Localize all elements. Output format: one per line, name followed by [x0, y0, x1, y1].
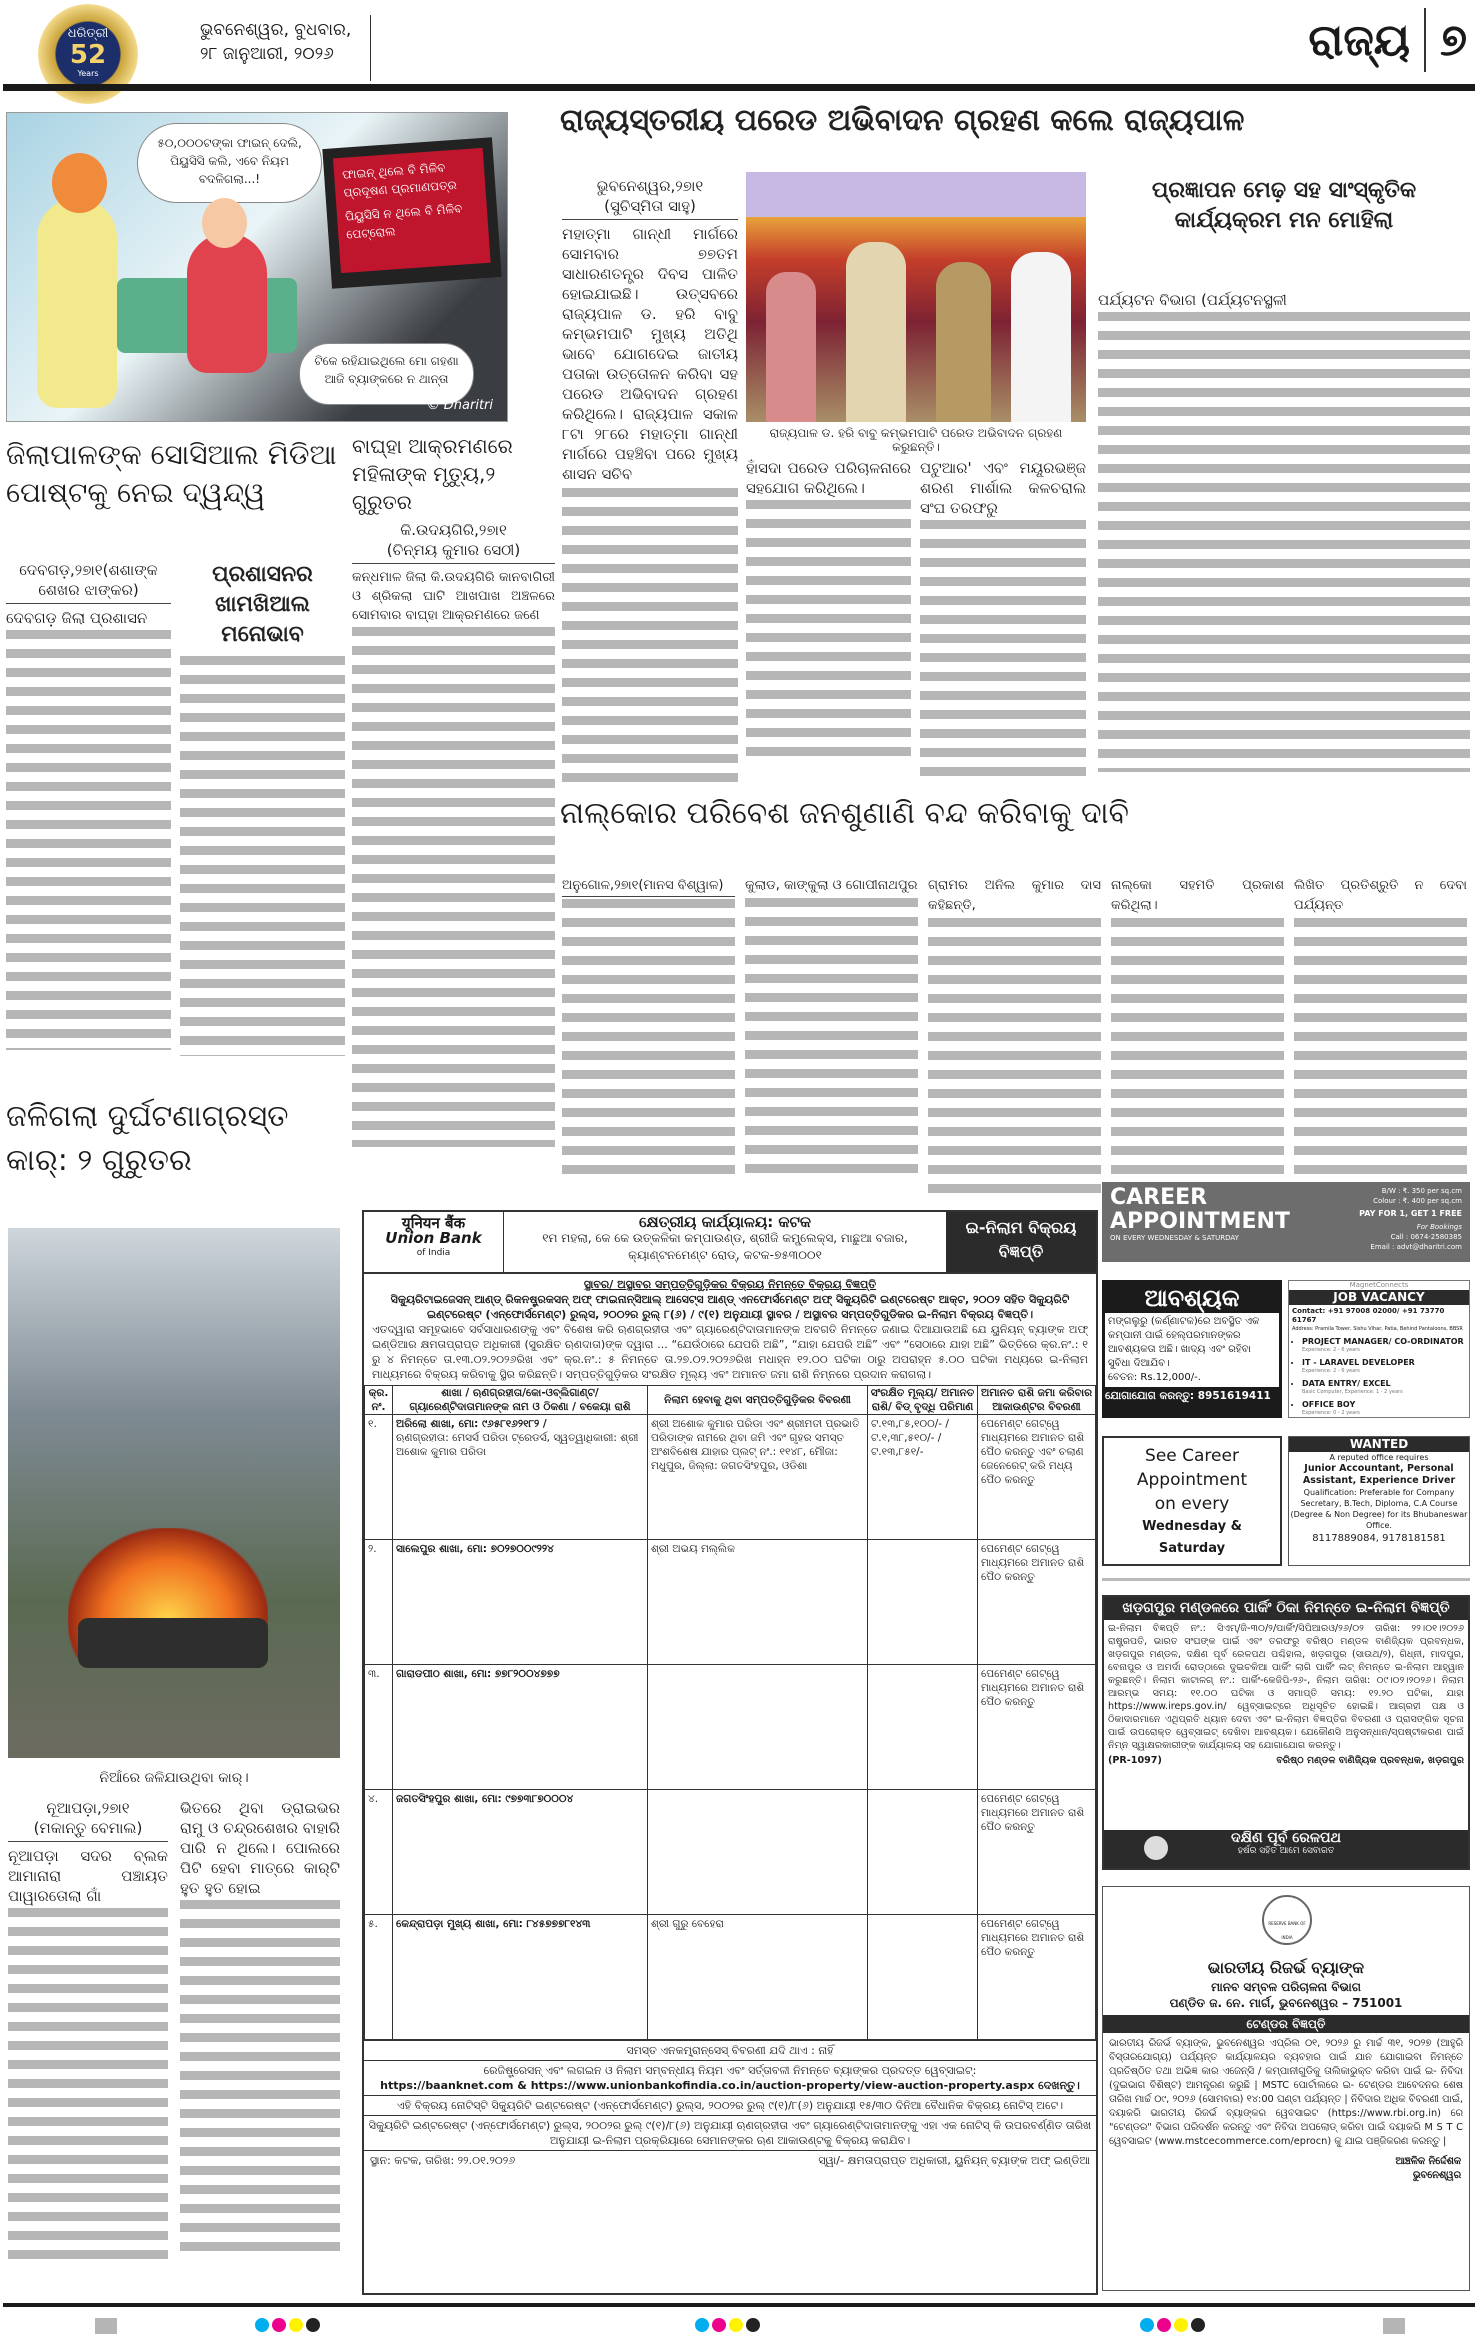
dateline: କି.ଉଦୟଗିରି,୨୭ା୧: [400, 521, 507, 539]
phones: 8117889084, 9178181581: [1312, 1533, 1446, 1544]
article-text: ହାଁସଦା ପରେଡ ପରିଚାଳନାରେ ସହଯୋଗ କରିଥିଲେ।: [746, 459, 911, 497]
place-date: ସ୍ଥାନ: କଟକ, ତାରିଖ: ୨୨.୦୧.୨୦୨୬: [370, 2154, 516, 2167]
deposit-account: ପେମେଣ୍ଟ ଗେଟ୍‌ୱେ ମାଧ୍ୟମରେ ଅମାନତ ରାଶି ପୈଠ କରନ୍ତୁ: [978, 1540, 1096, 1665]
nalco-columns: [562, 876, 1467, 1198]
ad-line: Appointment: [1136, 1470, 1248, 1490]
article-text: ଭିତରେ ଥିବା ଡ୍ରାଇଭର ରାମୁ ଓ ଚନ୍ଦ୍ରଶେଖର ବାହାରି ପାରି ନ ଥିଲେ। ପୋଲରେ ପିଟି ହେବା ମାତ୍ରେ କାର୍‌ଟି ହୁତ ହୁତ ହୋଇ: [180, 1799, 340, 1897]
job-item: [1302, 1358, 1466, 1376]
rbi-seal-icon: [1262, 1895, 1312, 1945]
deposit-account: ପେମେଣ୍ଟ ଗେଟ୍‌ୱେ ମାଧ୍ୟମରେ ଅମାନତ ରାଶି ପୈଠ କରନ୍ତୁ: [978, 1665, 1096, 1790]
section-title: ରାଜ୍ୟ: [1308, 14, 1411, 66]
article-text: ଲିଖିତ ପ୍ରତିଶ୍ରୁତି ନ ଦେବା ପର୍ଯ୍ୟନ୍ତ: [1294, 878, 1467, 913]
tv-line: ଫାଇନ୍ ଥିଲେ ବି ମିଳିବ ପ୍ରଦୂଷଣ ପ୍ରମାଣପତ୍ର: [341, 160, 458, 200]
tv-text: [333, 148, 491, 273]
car-fire-photo: [8, 1228, 340, 1758]
photo-caption: ରାଜ୍ୟପାଳ ଡ. ହରି ବାବୁ କମ୍ଭମପାଟି ପରେଡ ଅଭିବାଦନ ଗ୍ରହଣ କରୁଛନ୍ତି।: [769, 426, 1063, 454]
intro-text: ଏତଦ୍ୱାରା ସମୂହଭାବେ ସର୍ବସାଧାରଣଙ୍କୁ ଏବଂ ବିଶେଷ କରି ଋଣଗ୍ରହୀତା ଏବଂ ଗ୍ୟାରେଣ୍ଟିଦାତାମାନଙ୍କ ଅବଗତି ନିମନ୍ତେ ଜଣାଇ ଦିଆଯାଉଅଛି ଯେ ୟୁନିୟନ୍ ବ୍ୟାଙ୍କ ଅଫ୍ ଇଣ୍ଡିଆର କ୍ଷମତାପ୍ରାପ୍ତ ଅଧିକାରୀ (ସୁରକ୍ଷିତ ଋଣଦାତା)ଙ୍କ ଦ୍ୱାରା ... “ଯେଉଁଠାରେ ଯେପରି ଅଛି”, “ଯାହା ଯେପରି ଅଛି” ଏବଂ “ସେଠାରେ ଯାହା ଅଛି” ଭିତ୍ତିରେ କ୍ର.ନଂ.: ୧ ରୁ ୪ ନିମନ୍ତେ ତା.୧୩.୦୨.୨୦୨୬ରିଖ ଏବଂ କ୍ର.ନଂ.: ୫ ନିମନ୍ତେ ତା.୨୭.୦୨.୨୦୨୬ରିଖ ମଧାହ୍ନ ୧୨.୦୦ ଘଟିକା ଠାରୁ ଅପରାହ୍ନ ୫.୦୦ ଘଟିକା ମଧ୍ୟରେ ଇ-ନିଲାମ ମାଧ୍ୟମରେ ବିକ୍ରୟ କରିବାକୁ ସ୍ଥିର କରିଛନ୍ତି। ସମ୍ପତ୍ତିଗୁଡ଼ିକର ସଂରକ୍ଷିତ ମୂଲ୍ୟ ଏବଂ ଅମାନତ ଜମା ରାଶି ନିମ୍ନରେ ପ୍ରଦାନ କରାଗଲା।: [372, 1323, 1088, 1381]
speech-bubble-man: ୫୦,୦୦୦ଟଙ୍କା ଫାଇନ୍ ଦେଲି, ପିୟୁସିସି କଲି, ଏବେ ନିୟମ ବଦଳିଗଲା...!: [137, 123, 322, 203]
car-headline: ଜଳିଗଲା ଦୁର୍ଘଟଣାଗ୍ରସ୍ତ କାର୍: ୨ ଗୁରୁତର: [6, 1099, 289, 1178]
dateline: ଅନୁଗୋଳ,୨୭ା୧(ମାନସ ବିଶ୍ୱାଳ): [562, 876, 735, 897]
side-headline: ପ୍ରଜ୍ଞାପନ ମେଢ଼ ସହ ସାଂସ୍କୃତିକ କାର୍ଯ୍ୟକ୍ରମ ମନ ମୋହିଲା: [1151, 178, 1417, 233]
logo-years-label: Years: [77, 69, 99, 78]
person-figure: [766, 272, 816, 422]
governor-figure: [846, 242, 906, 422]
table-row: [365, 1915, 1096, 2040]
logo-name: ଧରିତ୍ରୀ: [67, 26, 109, 41]
article-text-lines: [352, 627, 555, 1147]
brand: MagnetConnects: [1349, 1281, 1409, 1289]
ad-subtitle: ସ୍ଥାବର/ ଅସ୍ଥାବର ସମ୍ପତ୍ତିଗୁଡ଼ିକର ବିକ୍ରୟ ନିମନ୍ତେ ବିକ୍ରୟ ବିଜ୍ଞପ୍ତି: [583, 1278, 877, 1291]
wanted-ad: [1288, 1436, 1470, 1566]
tender-banner: ଟେଣ୍ଡର ବିଜ୍ଞପ୍ତି: [1103, 2015, 1469, 2033]
job-role: • OFFICE BOY: [1302, 1400, 1356, 1409]
roles: Junior Accountant, Personal Assistant, Experience Driver: [1302, 1463, 1456, 1486]
salary: ବେତନ: Rs.12,000/-.: [1108, 1372, 1201, 1383]
article-text: ପଟୁଆର' ଏବଂ ମୟୂରଭଞ୍ଜ ଶରଣ ମାର୍ଶାଲ କଳଚରାଲ ସଂଘ ତରଫରୁ: [920, 459, 1086, 517]
ad-body: ଇ-ନିଲାମ ବିଜ୍ଞପ୍ତି ନଂ.: ସିଏମ୍/ଜି-୩୦/୨/ପାର୍କିଂ/ସିପିଆରଓ/୨୬/୦୨ ତାରିଖ: ୨୨।୦୧।୨୦୨୬ ରାଷ୍ଟ୍ରପତି, ଭାରତ ସଂଘଙ୍କ ପାଇଁ ଏବଂ ତରଫରୁ ବରିଷ୍ଠ ମଣ୍ଡଳ ବାଣିଜ୍ୟିକ ପ୍ରବନ୍ଧକ, ଖଡ଼ଗପୁର ମଣ୍ଡଳ, ଦକ୍ଷିଣ ପୂର୍ବ ରେଳପଥ ପଶ୍ଚିହାଲ, ଖଡ଼ଗପୁର (ସାଉଥ/୨), ଗିଧ୍‌ନୀ, ମାଦପୁର, ବେନାପୁର ଓ ଅମର୍ଦା ରୋଡ୍‌ଠାରେ ଦୁଇଚକିଆ ପାର୍କିଂ ଲାଗି ପାର୍କିଂ ଲଟ୍ ନିମନ୍ତେ ଇ-ନିଲାମ ଆହ୍ୱାନ କରୁଛନ୍ତି। ନିଲାମ କାଟାଳଗ୍ ନଂ.: ପାର୍କିଂ-କେଜିପି-୨୬-, ନିଲାମ ତାରିଖ: ୦୯।୦୨।୨୦୨୬। ନିଲାମ ଆରମ୍ଭ ସମୟ: ୧୧.୦୦ ଘଟିକା ଓ ସମାପ୍ତି ସମୟ: ୧୨.୨୦ ଘଟିକା, ଯାହା https://www.ireps.gov.in/ ୱେବ୍‌ସାଇଟ୍‌ରେ ଅଧିସୂଚିତ ହୋଇଛି। ଆଗ୍ରହୀ ପକ୍ଷ ଓ ଠିକାଦାରମାନେ ଏଥିପ୍ରତି ଧ୍ୟାନ ଦେବା ଏବଂ ଇ-ନିଲାମ ବିଜ୍ଞପ୍ତିର ବିବରଣୀ ଓ ପ୍ରାସଙ୍ଗିକ ସୂଚନା ପାଇଁ ଉପରୋକ୍ତ ୱେବ୍‌ସାଇଟ୍ ଦେଖିବା ଆବଶ୍ୟକ। ଯେକୌଣସି ଅନୁସନ୍ଧାନ/ସ୍ପଷ୍ଟୀକରଣ ପାଇଁ ନିମ୍ନ ସ୍ୱାକ୍ଷରକାରୀଙ୍କ କାର୍ଯ୍ୟାଳୟ ସହ ଯୋଗାଯୋଗ କରନ୍ତୁ।: [1108, 1623, 1464, 1751]
table-row: [365, 1790, 1096, 1915]
copyright: © Dharitri: [426, 398, 493, 413]
address: Address: Pramila Tower, Sishu Vihar, Patia, Behind Pantaloons, BBSR: [1292, 1326, 1463, 1332]
rbi-tender-ad: [1102, 1886, 1470, 2291]
contact: ଯୋଗାଯୋଗ କରନ୍ତୁ: 8951619411: [1105, 1390, 1271, 1402]
office-address: ୧ମ ମହଲା, କେ କେ ଉତ୍କଳିକା କମ୍ପାଉଣ୍ଡ, ଶ୍ରୀଜି କମ୍ପ୍ଲେକ୍ସ, ମାଛୁଆ ବଜାର, କ୍ୟାଣ୍ଟନମେଣ୍ଟ ରୋଡ୍, କଟକ-୭୫୩୦୦୧: [542, 1231, 908, 1262]
main-headline: ରାଜ୍ୟସ୍ତରୀୟ ପରେଡ ଅଭିବାଦନ ଗ୍ରହଣ କଲେ ରାଜ୍ୟପାଳ: [560, 103, 1245, 138]
act-text: ସିକ୍ୟୁରିଟାଇଜେସନ୍ ଆଣ୍ଡ୍ ରିକନଷ୍ଟ୍ରକସନ୍ ଅଫ୍ ଫାଇନାନ୍ସିଆଲ୍ ଆସେଟ୍ସ ଆଣ୍ଡ୍ ଏନଫୋର୍ସମେଣ୍ଟ ଅଫ୍ ସିକ୍ୟୁରିଟି ଇଣ୍ଟରେଷ୍ଟ ଆକ୍ଟ, ୨୦୦୨ ସହିତ ସିକ୍ୟୁରିଟି ଇଣ୍ଟରେଷ୍ଟ (ଏନ୍‌ଫୋର୍ସମେଣ୍ଟ) ରୁଲ୍ସ, ୨୦୦୨ର ରୁଲ୍ ୮(୬) / ୯(୧) ଅନୁଯାୟୀ ସ୍ଥାବର / ଅସ୍ଥାବର ସମ୍ପତ୍ତିଗୁଡିକର ଇ-ନିଲାମ ବିକ୍ରୟ ବିଜ୍ଞପ୍ତି।: [390, 1293, 1070, 1321]
encumbrance: ସମସ୍ତ ଏନକମ୍ବ୍ରାନ୍ସେସ୍ ବିବରଣୀ ଯଦି ଥାଏ : ନାହିଁ: [364, 2040, 1096, 2060]
reserve-price: ଟ.୧୩,୮୫,୧୦୦/- / ଟ.୧,୩୮,୫୧୦/- / ଟ.୧୩,୮୫୧/-: [868, 1415, 978, 1540]
table-row: [365, 1415, 1096, 1540]
table-header: ଅମାନତ ରାଶି ଜମା କରିବାର ଆକାଉଣ୍ଟର ବିବରଣୀ: [978, 1386, 1096, 1415]
branch: [393, 1665, 648, 1790]
branch-name: କେନ୍ଦ୍ରାପଡ଼ା ମୁଖ୍ୟ ଶାଖା, ମୋ: ୮୪୫୭୭୭୮୧୪୩: [396, 1918, 591, 1930]
auction-badge: ଇ-ନିଲାମ ବିକ୍ରୟ ବିଜ୍ଞପ୍ତି: [946, 1212, 1096, 1272]
deposit-account: ପେମେଣ୍ଟ ଗେଟ୍‌ୱେ ମାଧ୍ୟମରେ ଅମାନତ ରାଶି ପୈଠ କରନ୍ତୁ ଏବଂ ଚଲାଣ ଜେନେରେଟ୍ କରି ମଧ୍ୟ ପୈଠ କରନ୍ତୁ: [978, 1415, 1096, 1540]
reserve-price: [868, 1915, 978, 2040]
job-item: [1302, 1379, 1466, 1397]
dateline: ଭୁବନେଶ୍ୱର,୨୭ା୧: [596, 177, 704, 195]
dateline: ଦେବଗଡ଼,୨୭ା୧(ଶଶାଙ୍କ: [19, 561, 158, 579]
cmyk-mark: [1140, 2318, 1205, 2332]
job-experience: Experience: 2 - 6 years: [1302, 1347, 1360, 1353]
collector-headline: ଜିଲାପାଳଙ୍କ ସୋସିଆଲ ମିଡିଆ ପୋଷ୍ଟକୁ ନେଇ ଦ୍ୱନ୍ଦ୍ୱ: [6, 438, 337, 509]
email: Email : advt@dharitri.com: [1370, 1243, 1462, 1251]
reporter: (ଚିନ୍ମୟ କୁମାର ସେଠୀ): [386, 541, 521, 559]
nalco-headline: ନାଲ୍କୋର ପରିବେଶ ଜନଶୁଣାଣି ବନ୍ଦ କରିବାକୁ ଦାବି: [560, 796, 1129, 831]
article-text-lines: [920, 520, 1086, 780]
city: ଭୁବନେଶ୍ୱର: [1412, 2170, 1461, 2181]
job-item: [1302, 1400, 1466, 1418]
reporter: (ମକାନ୍ତୁ ବେମାଲ): [33, 1819, 143, 1837]
branch-name: ଗାରାଡପୀଠ ଶାଖା, ମୋ: ୭୭୮୨୦୦୪୭୭୭: [396, 1668, 560, 1680]
org-name: ଦକ୍ଷିଣ ପୂର୍ବ ରେଳପଥ: [1231, 1830, 1341, 1846]
naval-officer-figure: [1011, 252, 1071, 422]
tv-screen: [322, 137, 501, 289]
see-career-ad: [1102, 1436, 1282, 1566]
logo-sub: of India: [416, 1248, 451, 1258]
branch-name: ଜଗତସିଂହପୁର ଶାଖା, ମୋ: ୯୭୭୩୮୭୦୦୦୪: [396, 1793, 574, 1805]
row-number: ୪.: [365, 1790, 393, 1915]
speech-bubble-woman: ଟିକେ ରହିଯାଇଥିଲେ ମୋ ଗହଣା ଆଜି ବ୍ୟାଙ୍କରେ ନ ଥାନ୍ତା: [299, 343, 474, 405]
article-text-lines: [562, 899, 735, 1179]
article-text: କୁଲାଡ, କାଙ୍କୁଲା ଓ ଗୋପୀନାଥପୁର: [745, 878, 918, 893]
cmyk-mark: [255, 2318, 320, 2332]
aabashyak-ad: [1102, 1280, 1282, 1418]
career-tagline: ON EVERY WEDNESDAY & SATURDAY: [1110, 1234, 1239, 1242]
property-details: [648, 1665, 868, 1790]
table-header: ଶାଖା / ଋଣଗ୍ରହୀତା/କୋ-ଓବ୍ଲିଗାଣ୍ଟ/ ଗ୍ୟାରେଣ୍ଟିଦାତାମାନଙ୍କ ନାମ ଓ ଠିକଣା / ବକେୟା ରାଶି: [393, 1386, 648, 1415]
branch: [393, 1415, 648, 1540]
dateline: ନୂଆପଡ଼ା,୨୭ା୧: [46, 1799, 130, 1817]
branch: [393, 1915, 648, 2040]
reserve-price: [868, 1540, 978, 1665]
article-text-lines: [1111, 918, 1284, 1198]
reserve-price: [868, 1790, 978, 1915]
article-text-lines: [1294, 918, 1467, 1198]
ad-intro: A reputed office requires: [1329, 1453, 1429, 1462]
dateline-block: [200, 18, 365, 66]
ad-line: on every: [1154, 1494, 1230, 1514]
union-bank-auction-ad: [362, 1210, 1098, 2295]
job-experience: Basic Computer, Experience: 1 - 2 years: [1302, 1389, 1403, 1395]
article-text-lines: [6, 630, 171, 1050]
man-figure: [37, 198, 117, 408]
pull-quote: ପ୍ରଶାସନର ଖାମଖିଆଲ ମନୋଭାବ: [212, 562, 313, 647]
tv-line: ପିୟୁସିସି ନ ଥିଲେ ବି ମିଳିବ ପେଟ୍ରୋଲ: [344, 201, 463, 242]
career-appointment-banner: [1102, 1182, 1470, 1262]
logo-hindi: यूनियन बैंक: [401, 1214, 466, 1232]
article-text: ନାଲ୍କୋ ସହମତି ପ୍ରକାଶ କରିଥିଲା।: [1111, 878, 1284, 913]
career-title: APPOINTMENT: [1110, 1209, 1290, 1234]
byline: [562, 176, 738, 220]
website-label: ରେଜିଷ୍ଟ୍ରେସନ୍ ଏବଂ ଲଗଇନ ଓ ନିଲାମ ସମ୍ବନ୍ଧୀୟ ନିୟମ ଏବଂ ସର୍ତ୍ତାବଳୀ ନିମନ୍ତେ ବ୍ୟାଙ୍କର ପ୍ରଦତ୍ତ ୱେବ୍‌ସାଇଟ୍:: [483, 2064, 977, 2077]
logo-en: Union Bank: [385, 1229, 482, 1247]
burning-car: [78, 1618, 268, 1668]
seal-text: RESERVE BANK OF INDIA: [1268, 1921, 1306, 1940]
logo-years: 52: [69, 40, 107, 70]
article-text-lines: [562, 488, 738, 788]
job-role: • PROJECT MANAGER/ CO-ORDINATOR: [1302, 1337, 1464, 1346]
ad-title: ଖଡ଼ଗପୁର ମଣ୍ଡଳରେ ପାର୍କିଂ ଠିକା ନିମନ୍ତେ ଇ-ନିଲାମ ବିଜ୍ଞପ୍ତି: [1104, 1597, 1468, 1620]
property-details: ଶ୍ରୀ ଗୁରୁ ବେହେରା: [648, 1915, 868, 2040]
deposit-account: ପେମେଣ୍ଟ ଗେଟ୍‌ୱେ ମାଧ୍ୟମରେ ଅମାନତ ରାଶି ପୈଠ କରନ୍ତୁ: [978, 1790, 1096, 1915]
table-header: ସଂରକ୍ଷିତ ମୂଲ୍ୟ/ ଅମାନତ ରାଶି/ ବିଡ୍ ବୃଦ୍ଧି ପରିମାଣ: [868, 1386, 978, 1415]
article-text-lines: [746, 500, 911, 760]
registration-mark: [1383, 2318, 1405, 2334]
pr-number: (PR-1097): [1108, 1755, 1162, 1766]
job-experience: Experience: 2 - 6 years: [1302, 1368, 1360, 1374]
cartoon: [6, 112, 508, 422]
table-row: [365, 1665, 1096, 1790]
article-text: ଦେବଗଡ଼ ଜିଲା ପ୍ରଶାସନ: [6, 609, 148, 627]
signatory: ଆଞ୍ଚଳିକ ନିର୍ଦ୍ଦେଶକ: [1395, 2156, 1461, 2167]
article-text: ପର୍ଯ୍ୟଟନ ବିଭାଗ (ପର୍ଯ୍ୟଟନସ୍ଥଳୀ: [1098, 291, 1287, 309]
table-row: [365, 1540, 1096, 1665]
row-number: ୫.: [365, 1915, 393, 2040]
rate: B/W : ₹. 350 per sq.cm: [1381, 1187, 1462, 1195]
website-link[interactable]: https://baanknet.com & https://www.unionbankofindia.co.in/auction-property/view-auction-property.aspx ଦେଖନ୍ତୁ।: [380, 2079, 1080, 2092]
officer-figure: [936, 262, 991, 422]
article-text: ନୂଆପଡ଼ା ସଦର ବ୍ଲକ ଆମାନାରା ପଞ୍ଚାୟତ ପାୱାରତୋଲା ଗାଁ: [8, 1847, 168, 1905]
table-header: ନିଲାମ ହେବାକୁ ଥିବା ସମ୍ପତ୍ତିଗୁଡ଼ିକର ବିବରଣୀ: [648, 1386, 868, 1415]
reserve-price: [868, 1665, 978, 1790]
photo-caption: ନିଆଁରେ ଜଳିଯାଉଥିବା କାର୍।: [99, 1770, 249, 1786]
ad-title: ଆବଶ୍ୟକ: [1144, 1284, 1240, 1312]
notice-text: ସିକ୍ୟୁରିଟି ଇଣ୍ଟରେଷ୍ଟ (ଏନ୍‌ଫୋର୍ସମେଣ୍ଟ) ରୁଲ୍ସ, ୨୦୦୨ର ରୁଲ୍ ୯(୧)/୮(୬) ଅନୁଯାୟୀ ଋଣଗ୍ରହୀତା ଏବଂ ଗ୍ୟାରେଣ୍ଟିଦାତାମାନଙ୍କୁ ଏହା ଏକ ନୋଟିସ୍ କି ଉପରବର୍ଣ୍ଣିତ ତାରିଖ ଅନୁଯାୟୀ ଇ-ନିଲାମ ପ୍ରକ୍ରିୟାରେ ସେମାନଙ୍କର ଋଣ ଆକାଉଣ୍ଟକୁ ବିକ୍ରୟ କରାଯିବ।: [364, 2115, 1096, 2150]
property-details: [648, 1790, 868, 1915]
auction-table: [364, 1385, 1096, 2040]
divider: [1102, 1578, 1470, 1581]
deposit-account: ପେମେଣ୍ଟ ଗେଟ୍‌ୱେ ମାଧ୍ୟମରେ ଅମାନତ ରାଶି ପୈଠ କରନ୍ତୁ: [978, 1915, 1096, 2040]
article-text: ଗ୍ରାମର ଅନିଲ କୁମାର ଦାସ କହିଛନ୍ତି,: [928, 878, 1101, 913]
career-title: CAREER: [1110, 1185, 1208, 1210]
woman-figure: [187, 233, 267, 373]
phone: Call : 0674-2580385: [1390, 1233, 1462, 1241]
article-text-lines: [8, 1908, 168, 2268]
branch: [393, 1790, 648, 1915]
article-text-lines: [180, 656, 345, 1056]
article-text-lines: [928, 918, 1101, 1198]
notice-text: ଏହି ବିକ୍ରୟ ନୋଟିସ୍‌ଟି ସିକ୍ୟୁରିଟି ଇଣ୍ଟରେଷ୍ଟ (ଏନ୍‌ଫୋର୍ସମେଣ୍ଟ) ରୁଲ୍ସ, ୨୦୦୨ର ରୁଲ୍ ୯(୧)/୮(୬) ଅନୁଯାୟୀ ୧୫/୩୦ ଦିନିଆ ବୈଧାନିକ ବିକ୍ରୟ ନୋଟିସ୍ ଅଟେ।: [364, 2095, 1096, 2115]
job-item: [1302, 1337, 1466, 1355]
offer: PAY FOR 1, GET 1 FREE: [1359, 1209, 1462, 1218]
railway-emblem-icon: [1144, 1836, 1168, 1860]
table-header: କ୍ର. ନଂ.: [365, 1386, 393, 1415]
ad-title: WANTED: [1289, 1437, 1469, 1452]
branch-name: ଅରିଲୋ ଶାଖା, ମୋ: ୯୬୫୮୧୬୨୧୮୨ /: [396, 1418, 547, 1430]
article-text-lines: [1098, 312, 1470, 772]
branch-name: ସାଲେପୁର ଶାଖା, ମୋ: ୭୦୨୭୦୦୯୨୨୪: [396, 1543, 554, 1555]
signature: ସ୍ୱା/- କ୍ଷମତାପ୍ରାପ୍ତ ଅଧିକାରୀ, ୟୁନିୟନ୍ ବ୍ୟାଙ୍କ ଅଫ୍ ଇଣ୍ଡିଆ: [818, 2154, 1090, 2167]
row-number: ୩.: [365, 1665, 393, 1790]
department: ମାନବ ସମ୍ବଳ ପରିଚାଳନା ବିଭାଗ: [1211, 1980, 1361, 1994]
row-number: ୧.: [365, 1415, 393, 1540]
divider: [370, 15, 371, 81]
property-details: ଶ୍ରୀ ଅଭୟ ମଲ୍ଲିକ: [648, 1540, 868, 1665]
job-role: • IT - LARAVEL DEVELOPER: [1302, 1358, 1415, 1367]
ad-body: ମଙ୍ଗଲୁରୁ (କର୍ଣ୍ଣାଟକ)ରେ ଅବସ୍ଥିତ ଏକ କମ୍ପାନୀ ପାଇଁ ହେଲ୍ପରମାନଙ୍କର ଆବଶ୍ୟକତା ଅଛି। ଖାଦ୍ୟ ଏବଂ ରହିବା ସୁବିଧା ଦିଆଯିବ।: [1108, 1316, 1260, 1369]
org-name: ଭାରତୀୟ ରିଜର୍ଭ ବ୍ୟାଙ୍କ: [1207, 1958, 1365, 1977]
reporter: (ସୁଚିସ୍ମିତା ସାହୁ): [604, 197, 696, 215]
union-bank-logo: [364, 1212, 504, 1272]
ad-line: Wednesday & Saturday: [1142, 1519, 1242, 1556]
reporter: ଶେଖର ଝାଙ୍କର): [38, 581, 139, 599]
rate: Colour : ₹. 400 per sq.cm: [1373, 1197, 1462, 1205]
registration-mark: [95, 2318, 117, 2334]
divider: [1424, 8, 1426, 72]
contact: Contact: +91 97008 02000/ +91 73770 61767: [1292, 1307, 1445, 1324]
man-head: [52, 153, 107, 213]
cmyk-mark: [695, 2318, 760, 2332]
job-experience: Experience: 0 - 2 years: [1302, 1410, 1360, 1416]
elephant-headline: ବାଘ୍ହା ଆକ୍ରମଣରେ ମହିଳାଙ୍କ ମୃତ୍ୟୁ,୨ ଗୁରୁତର: [352, 434, 513, 514]
ad-title: JOB VACANCY: [1289, 1290, 1469, 1305]
article-text: କନ୍ଧମାଳ ଜିଲା କି.ଉଦୟଗିରି କାନବାଗିରୀ ଓ ଶ୍ରିକଲା ଘାଟି ଆଖପାଖ ଅଞ୍ଚଳରେ ସୋମବାର ବାଘ୍ହା ଆକ୍ରମଣରେ ଜଣେ: [352, 570, 555, 623]
woman-head: [202, 198, 247, 248]
branch: [393, 1540, 648, 1665]
issue-date: ୨୮ ଜାନୁଆରୀ, ୨୦୨୬: [200, 44, 334, 64]
borrower: ଋଣଗ୍ରହୀତା: ମେସର୍ସ ପରିଡା ଟ୍ରେଡର୍ସ, ସ୍ୱତ୍ୱାଧିକାରୀ: ଶ୍ରୀ ଅଶୋକ କୁମାର ପରିଡା: [396, 1432, 639, 1458]
footer-rule: [3, 2303, 1475, 2307]
page-number: ୭: [1440, 14, 1467, 66]
property-details: ଶ୍ରୀ ଅଶୋକ କୁମାର ପରିଡା ଏବଂ ଶ୍ରୀମତୀ ପ୍ରଭାତି ପରିଡାଙ୍କ ନାମରେ ଥିବା ଜମି ଏବଂ ଗୃହର ସମସ୍ତ ଅଂଶବିଶେଷ ଯାହାର ପ୍ଲଟ୍ ନଂ.: ୧୧୪୮, ମୌଜା: ମଧୁପୁର, ଜିଲ୍ଲା: ଜଗତସିଂହପୁର, ଓଡିଶା: [648, 1415, 868, 1540]
railway-auction-ad: [1102, 1595, 1470, 1870]
qualification: Qualification: Preferable for Company Secretary, B.Tech, Diploma, C.A Course (Degree & Non Degree) for its Bhubaneswar Office.: [1290, 1488, 1468, 1530]
bookings-label: For Bookings: [1416, 1223, 1462, 1231]
ad-line: See Career: [1145, 1446, 1239, 1466]
article-text-lines: [745, 898, 918, 1178]
masthead-rule: [3, 84, 1475, 91]
place-day: ଭୁବନେଶ୍ୱର, ବୁଧବାର,: [200, 20, 352, 40]
address: ପଣ୍ଡିତ ଜ. ନେ. ମାର୍ଗ, ଭୁବନେଶ୍ୱର – 751001: [1169, 1996, 1403, 2010]
office-title: କ୍ଷେତ୍ରୀୟ କାର୍ଯ୍ୟାଳୟ: କଟକ: [639, 1213, 811, 1231]
article-text: ମହାତ୍ମା ଗାନ୍ଧୀ ମାର୍ଗରେ ସୋମବାର ୭୭ତମ ସାଧାରଣତନ୍ତ୍ର ଦିବସ ପାଳିତ ହୋଇଯାଇଛି। ଉତ୍ସବରେ ରାଜ୍ୟପାଳ ଡ. ହରି ବାବୁ କମ୍ଭମପାଟି ମୁଖ୍ୟ ଅତିଥି ଭାବେ ଯୋଗଦେଇ ଜାତୀୟ ପତାକା ଉତ୍ତୋଳନ କରିବା ସହ ପରେଡ ଅଭିବାଦନ ଗ୍ରହଣ କରିଥିଲେ। ରାଜ୍ୟପାଳ ସକାଳ ୮ଟା ୨୮ରେ ମହାତ୍ମା ଗାନ୍ଧୀ ମାର୍ଗରେ ପହଞ୍ଚିବା ପରେ ମୁଖ୍ୟ ଶାସନ ସଚିବ: [562, 225, 738, 483]
article-text-lines: [180, 1900, 340, 2260]
job-role: • DATA ENTRY/ EXCEL: [1302, 1379, 1391, 1388]
ad-body: ଭାରତୀୟ ରିଜର୍ଭ ବ୍ୟାଙ୍କ, ଭୁବନେଶ୍ୱର ଏପ୍ରିଲ ୦୧, ୨୦୨୬ ରୁ ମାର୍ଚ୍ଚ ୩୧, ୨୦୨୭ (ଆହୁରି ବିସ୍ତାରଯୋଗ୍ୟ) ପର୍ଯ୍ୟନ୍ତ କାର୍ଯ୍ୟାଳୟର ବ୍ୟବହାର ପାଇଁ ଯାନ ଯୋଗାଇବା ନିମନ୍ତେ ପ୍ରତିଷ୍ଠିତ ତଥା ଅଭିଜ୍ଞ କାର ଏଜେନ୍ସି / କମ୍ପାନୀଗୁଡିକୁ ତାଲିକାଭୁକ୍ତ କରିବା ପାଇଁ ଇ- ନିବିଦା (ଦୁଇଭାଗ ବିଶିଷ୍ଟ) ଆମନ୍ତ୍ରଣ କରୁଛି | MSTC ପୋର୍ଟାଲରେ ଇ- ଟେଣ୍ଡର ଆବେଦନର ଶେଷ ତାରିଖ ମାର୍ଚ୍ଚ ୦୯, ୨୦୨୬ (ସୋମବାର) ୧୪:00 ଘଣ୍ଟା ପର୍ଯ୍ୟନ୍ତ | ନିବିଦାର ଅଧିକ ବିବରଣୀ ପାଇଁ, ଦୟାକରି ଭାରତୀୟ ରିଜର୍ଭ ବ୍ୟାଙ୍କର ୱେବସାଇଟ (https://www.rbi.org.in) ରେ "ଟେଣ୍ଡର" ବିଭାଗ ପରିଦର୍ଶନ କରନ୍ତୁ ଏବଂ ନିବିଦା ଅପଲୋଡ୍ କରିବା ପାଇଁ ଦୟାକରି M S T C ୱେବସାଇଟ (www.mstcecommerce.com/eprocn) କୁ ଯାଇ ପଞ୍ଜିକରଣ କରନ୍ତୁ |: [1109, 2038, 1463, 2147]
signatory: ବରିଷ୍ଠ ମଣ୍ଡଳ ବାଣିଜ୍ୟିକ ପ୍ରବନ୍ଧକ, ଖଡ଼ଗପୁର: [1276, 1755, 1464, 1766]
job-vacancy-ad: [1288, 1280, 1470, 1418]
parade-photo: [746, 172, 1086, 422]
row-number: ୨.: [365, 1540, 393, 1665]
motto: ହର୍ଷର ସହିତ ଆମେ ସେବାରତ: [1237, 1846, 1335, 1856]
